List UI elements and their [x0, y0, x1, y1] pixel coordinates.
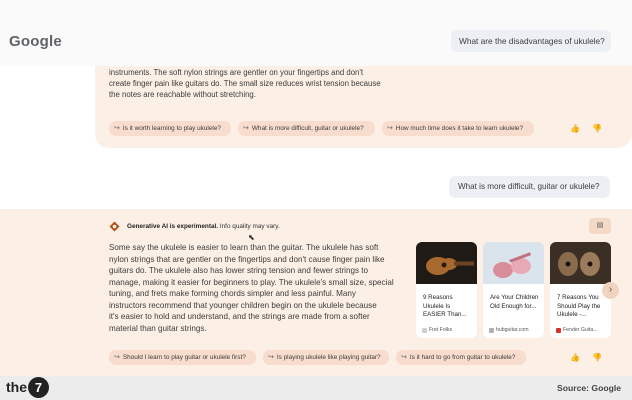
- suggestion-chip[interactable]: ↪ Is playing ukulele like playing guitar?: [263, 350, 389, 365]
- suggestion-chip[interactable]: ↪ Is it hard to go from guitar to ukulele?: [396, 350, 526, 365]
- answer-line: Some say the ukulele is easier to learn than the guitar. The ukulele has soft: [109, 243, 379, 252]
- answer-line: instruments. The soft nylon strings are gentler on your fingertips and don't: [109, 68, 364, 77]
- footer-bar: [0, 376, 632, 400]
- answer-line: guitars do. The ukulele also has lower string tension and fewer strings to: [109, 266, 368, 275]
- the7-logo: the 7: [6, 376, 49, 398]
- reply-arrow-icon: ↪: [114, 354, 120, 361]
- site-favicon-icon: [489, 328, 494, 333]
- source-card[interactable]: Are Your Children Old Enough for... hubguitar.com: [483, 242, 544, 338]
- user-query-bubble: What are the disadvantages of ukulele?: [451, 30, 611, 52]
- reply-arrow-icon: ↪: [268, 354, 274, 361]
- reply-arrow-icon: ↪: [243, 125, 249, 132]
- reply-arrow-icon: ↪: [114, 125, 120, 132]
- site-favicon-icon: [556, 328, 561, 333]
- ukulele-image: [550, 242, 611, 284]
- source-credit: Source: Google: [557, 383, 621, 393]
- suggestion-chip[interactable]: ↪ Should I learn to play guitar or ukulele first?: [109, 350, 256, 365]
- suggestion-chip[interactable]: ↪ What is more difficult, guitar or ukulele?: [238, 121, 375, 136]
- thumbs-down-icon[interactable]: 👎: [592, 124, 602, 133]
- mouse-cursor-icon: ⬉: [248, 233, 255, 242]
- ai-answer-text: [109, 242, 409, 334]
- experimental-notice: Generative AI is experimental. Info quality may vary.: [127, 223, 280, 230]
- followup-query-bubble: What is more difficult, guitar or ukulele?: [449, 176, 610, 198]
- answer-line: instructors recommend that younger children begin on the ukulele because: [109, 300, 377, 310]
- answer-line: manage, making it easier for beginners to play. The ukulele's small size, special: [109, 277, 394, 287]
- generative-ai-icon: [109, 221, 120, 232]
- answer-line: it's easier to hold and understand, and the strings are made from a softer: [109, 312, 370, 321]
- thumbs-down-icon[interactable]: 👎: [592, 353, 602, 362]
- site-favicon-icon: [422, 328, 427, 333]
- google-logo[interactable]: Google: [9, 33, 62, 50]
- reply-arrow-icon: ↪: [387, 125, 393, 132]
- source-card[interactable]: 9 Reasons Ukulele Is EASIER Than... Fret Folks: [416, 242, 477, 338]
- reply-arrow-icon: ↪: [401, 354, 407, 361]
- suggestion-chip[interactable]: ↪ Is it worth learning to play ukulele?: [109, 121, 231, 136]
- suggestion-chip[interactable]: ↪ How much time does it take to learn ukulele?: [382, 121, 534, 136]
- ukulele-image: [483, 242, 544, 284]
- chevron-right-icon[interactable]: ›: [602, 282, 619, 299]
- answer-line: tuning, and frets make forming chords simpler and less painful. Many: [109, 289, 356, 298]
- answer-line: the notes are reachable without stretching.: [109, 90, 256, 99]
- answer-line: create finger pain like guitars do. The small size reduces wrist tension because: [109, 79, 381, 88]
- ukulele-image: [416, 242, 477, 284]
- layout-toggle-button[interactable]: ▤: [589, 218, 611, 234]
- answer-line: material than guitar strings.: [109, 323, 207, 333]
- answer-line: nylon strings that are gentler on the fingertips and don't cause finger pain like: [109, 254, 385, 264]
- source-card[interactable]: 7 Reasons You Should Play the Ukulele -... Fender Guita...: [550, 242, 611, 338]
- thumbs-up-icon[interactable]: 👍: [570, 124, 580, 133]
- thumbs-up-icon[interactable]: 👍: [570, 353, 580, 362]
